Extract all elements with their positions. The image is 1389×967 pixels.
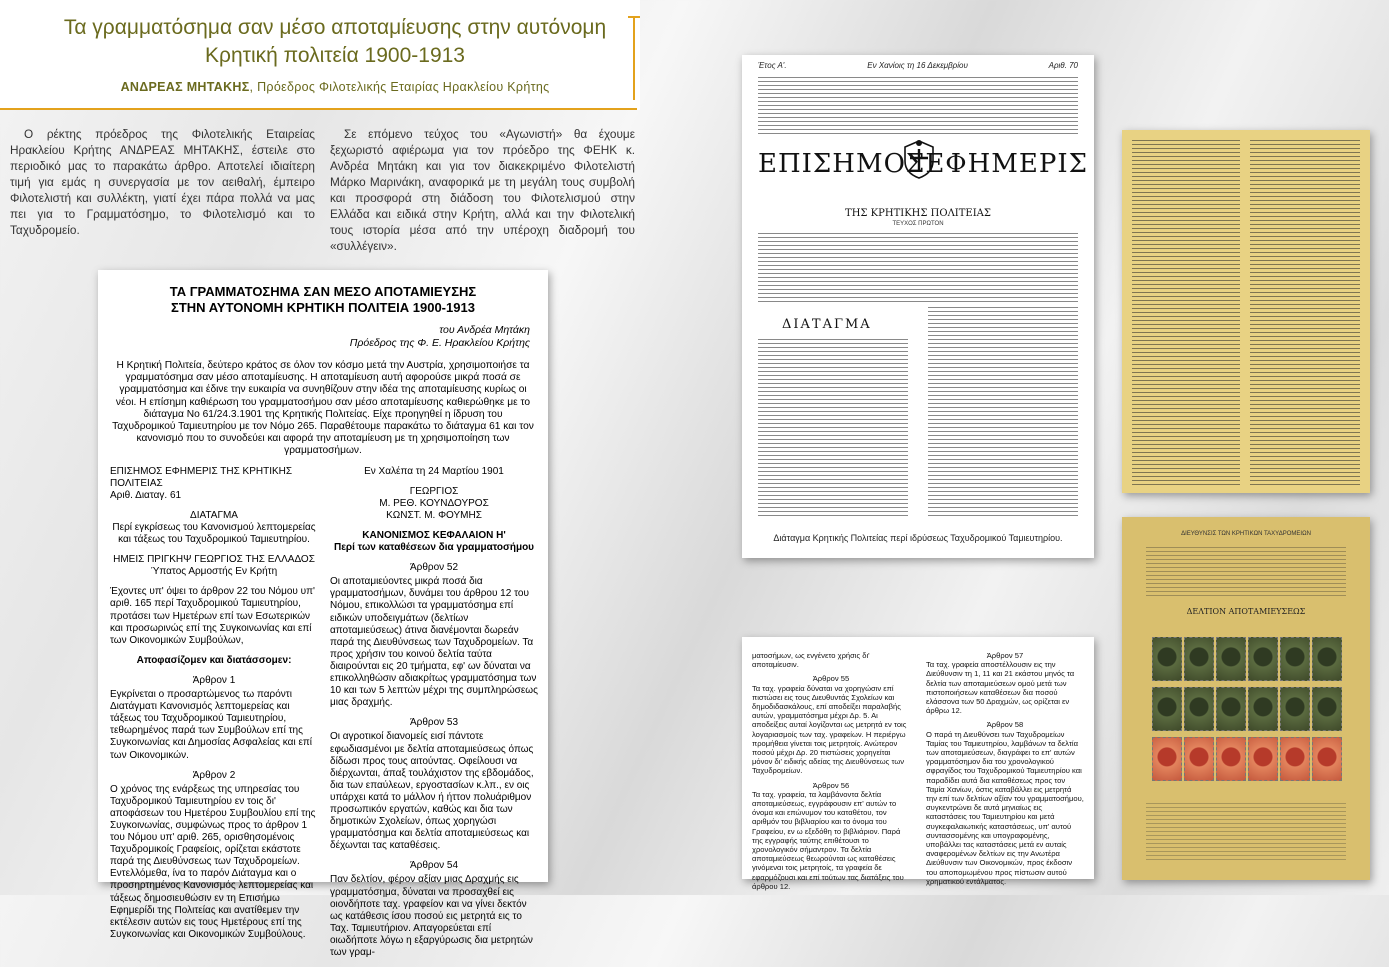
signature: ΚΩΝΣΤ. Μ. ΦΟΥΜΗΣ	[386, 509, 482, 521]
article-1-text: Εγκρίνεται ο προσαρτώμενος τω παρόντι Διατάγματι Κανονισμός λεπτομερείας και τάξεως του Ταχυδρομικού Ταμιευτηρίου, τεθωρημένος παρά των Συμβούλων επί της Συγκοινωνίας και Δημοσίας Ασφαλείας και επί των Οικονομικών.	[110, 689, 313, 761]
decree-decision: Αποφασίζομεν και διατάσσομεν:	[136, 654, 292, 666]
article-2-heading: Άρθρον 2	[192, 769, 236, 781]
article-2-text: Ο χρόνος της ενάρξεως της υπηρεσίας του Ταχυδρομικού Ταμιευτηρίου εν τοις δι' αποφάσεων του Ημετέρου Συμβουλίου επί της Συγκοινωνίας, συμφώνως προς το άρθρον 1 του Νόμου υπ' αριθ. 265, ορισθησομένοις Ταχυδρομικοίς Γραφείοις, ορίζεται εκάστοτε παρά της Διευθύνσεως των Ταχυδρομείων. Εντελλόμεθα, ίνα το παρόν Διάταγμα και ο προσηρτημένος Κανονισμός λεπτομερείας και τάξεως δημοσιευθώσιν εν τη Επισήμω Εφημερίδι της Πολιτείας και ανατίθεμεν την εκτέλεσιν αυτών εις τους Ημετέρους επί της Συγκοινωνίας και Οικονομικών Συμβούλους.	[110, 783, 316, 940]
stamp-green	[1152, 637, 1182, 681]
gazette-caption: Διάταγμα Κρητικής Πολιτείας περί ιδρύσεως Ταχυδρομικού Ταμιευτηρίου.	[773, 533, 1063, 543]
article-52-text: Οι αποταμιεύοντες μικρά ποσά δια γραμματοσήμων, δυνάμει του άρθρου 12 του Νόμου, επικολλώσι τα γραμματόσημα επί ειδικών υποδειγμάτων (δελτίων αποταμιεύσεως) άτινα διανέμονται δωρεάν παρά της Διευθύνσεως των Ταχυδρομείων. Τα προς χρήσιν του κοινού δελτία ταύτα διαιρούνται εις 20 τμήματα, εφ' ων δύναται να επικολληθώσιν αδιακρίτως γραμματόσημα των 10 και των 5 λεπτών μέχρι της συμπληρώσεως μιας δραχμής.	[330, 576, 538, 709]
gazette-scan	[742, 55, 1094, 558]
article-58-heading: Άρθρον 58	[986, 720, 1024, 730]
gazette-text-block	[758, 233, 1078, 303]
old-document-text	[1250, 140, 1360, 485]
gazette-name: ΕΠΙΣΗΜΟΣ ΕΦΗΜΕΡΙΣ ΤΗΣ ΚΡΗΤΙΚΗΣ ΠΟΛΙΤΕΙΑΣ	[110, 465, 293, 489]
gazette-decree-heading: ΔΙΑΤΑΓΜΑ	[782, 317, 872, 332]
stamp-green	[1280, 637, 1310, 681]
place-date: Εν Χαλέπα τη 24 Μαρτίου 1901	[364, 465, 504, 477]
article-52-heading: Άρθρον 52	[409, 562, 459, 574]
article-55-text: Τα ταχ. γραφεία δύναται να χορηγώσιν επί πιστώσει εις τους Διευθυντάς Σχολείων και δημοδιδασκάλους, επί αποδείξει παραλαβής αυτών, γραμματόσημα μέχρι Δρ. 5. Αι αποδείξεις αυταί λογίζονται ως μετρητά εν τοις λογαριασμοίς των ταχ. γραφείων. Η περιέργω προμήθεια γίνεται τοις μετρητοίς. Ανώτερον ποσού μέχρι Δρ. 20 πιστώσεις χορηγείται μόνον δι' ειδικής αδείας της Διευθύνσεως των Ταχυδρομείων.	[752, 683, 907, 776]
gazette-masthead-meta: Έτος Α'. Εν Χανίοις τη 16 Δεκεμβρίου Αριθ. 70	[758, 61, 1078, 70]
stamp-green	[1216, 687, 1246, 731]
stamp-red	[1248, 737, 1278, 781]
intro-right-column	[330, 126, 635, 254]
gazette-text-block	[928, 307, 1078, 519]
author-role: , Πρόεδρος Φιλοτελικής Εταιρίας Ηρακλείου Κρήτης	[249, 80, 550, 94]
signature: ΓΕΩΡΓΙΟΣ	[409, 485, 459, 497]
stamp-red	[1216, 737, 1246, 781]
stamp-red	[1152, 737, 1182, 781]
stamp-red	[1184, 737, 1214, 781]
savings-card-text	[1146, 547, 1346, 597]
stamp-green	[1312, 637, 1342, 681]
intro-paragraph: Ο ρέκτης πρόεδρος της Φιλοτελικής Εταιρείας Ηρακλείου Κρήτης ΑΝΔΡΕΑΣ ΜΗΤΑΚΗΣ, έστειλε στο περιοδικό μας το παρακάτω άρθρο. Αποτελεί ιδιαίτερη τιμή για εμάς η συνεργασία με τον αειθαλή, έμπειρο Φιλοτελιστή και συλλέκτη, γιατί έχει πάρα πολλά να μας πει για το Γραμματόσημο, το Φιλοτελισμό και το Ταχυδρομείο.	[10, 127, 315, 237]
gazette-text-block	[758, 77, 1078, 137]
savings-card-header: ΔΙΕΥΘΥΝΣΙΣ ΤΩΝ ΚΡΗΤΙΚΩΝ ΤΑΧΥΔΡΟΜΕΙΩΝ	[1181, 531, 1311, 537]
article-columns	[110, 466, 538, 967]
intro-paragraph: Σε επόμενο τεύχος του «Αγωνιστή» θα έχουμε ξεχωριστό αφιέρωμα για τον πρόεδρο της ΦΕΗΚ κ. Ανδρέα Μητάκη και για τον διακεκριμένο Φιλοτελιστή Μάρκο Μαρινάκη, αναφορικά με τη μεγάλη τους συμβολή και προσφορά στη διάδοση του Φιλοτελισμού στην Ελλάδα και ειδικά στην Κρήτη, αλλά και την Φιλοτελική τους ιστορία μέσα από την υπέροχη διαδρομή του «συλλέγειν».	[330, 127, 635, 253]
regulation-scan	[742, 637, 1094, 891]
header-side-rule	[633, 18, 635, 100]
stamp-red	[1312, 737, 1342, 781]
article-56-text: Τα ταχ. γραφεία, τα λαμβάνοντα δελτία αποταμιεύσεως, εγγράφουσιν επ' αυτών το όνομα και επώνυμον του καταθέτου, τον αριθμόν του βιβλιαρίου και το όνομα του Γραφείου, εν ω εξεδόθη το βιβλιάριον. Παρά της εγγραφής ταύτης επιθέτουσι το χρονολογικόν σήμαντρον. Τα δελτία αποταμιεύσεως θεωρούνται ως καταθέσεις γινόμεναι τοις μετρητοίς, τα γραφεία δε εφαρμόζουσι και επί τούτων τας διατάξεις του άρθρου 12.	[752, 789, 904, 891]
old-document-text	[1132, 140, 1240, 485]
article-byline: του Ανδρέα Μητάκη Πρόεδρος της Φ. Ε. Ηρακλείου Κρήτης	[349, 324, 530, 349]
decree-number: Αριθ. Διαταγ. 61	[110, 489, 182, 501]
article-57-text: Τα ταχ. γραφεία αποστέλλουσιν εις την Διεύθυνσιν τη 1, 11 και 21 εκάστου μηνός τα δελτία των αποταμιεύσεων ομού μετά των πιστοποιήσεων καταθέσεων δια ποσού ελάσσονα των 50 Δραχμών, ως ορίζεται εν άρθρω 12.	[926, 660, 1075, 716]
stamp-green	[1184, 687, 1214, 731]
article-53-text: Οι αγροτικοί διανομείς εισί πάντοτε εφωδιασμένοι με δελτία αποταμιεύσεως όπως δίδωσι προς τους αιτούντας. Οφείλουσι να διέρχωνται, άπαξ τουλάχιστον της εβδομάδος, δια των επαύλεων, εργοστασίων κ.λπ., εν οις υπάρχει κατά το μάλλον ή ήττον πολυάριθμον προσωπικόν εργατών, καθώς και δια των δημοτικών Σχολείων, όπως χορηγώσι γραμματόσημα και δελτία αποταμιεύσεως και δέχωνται τας καταθέσεις.	[330, 731, 534, 852]
decree-heading: ΔΙΑΤΑΓΜΑ	[190, 509, 238, 521]
stamp-green	[1216, 637, 1246, 681]
coat-of-arms-icon	[897, 137, 941, 181]
chapter-heading: ΚΑΝΟΝΙΣΜΟΣ ΚΕΦΑΛΑΙΟΝ Η'	[362, 530, 506, 541]
page-title: Τα γραμματόσημα σαν μέσο αποταμίευσης στην αυτόνομη Κρητική πολιτεία 1900-1913	[63, 16, 607, 67]
article-54-text: Παν δελτίον, φέρον αξίαν μιας Δραχμής εις γραμματόσημα, δύναται να προσαχθεί εις οιονδήποτε ταχ. γραφείον και να γίνει δεκτόν ως κατάθεσις ίσου ποσού εις μετρητά εις το Ταχ. Ταμιευτήριον. Απαγορεύεται επί οιωδήποτε λόγω η εξαργύρωσις δια μετρητών των γραμ-	[330, 874, 533, 958]
article-54-heading: Άρθρον 54	[409, 860, 459, 872]
gazette-part: ΤΕΥΧΟΣ ΠΡΩΤΟΝ	[892, 221, 944, 227]
gazette-subtitle: ΤΗΣ ΚΡΗΤΙΚΗΣ ΠΟΛΙΤΕΙΑΣ	[845, 208, 991, 219]
regulation-left-column: ματοσήμων, ως ενγένετο χρήσις δι' αποταμίευσιν. Άρθρον 55 Τα ταχ. γραφεία δύναται να χορηγώσιν επί πιστώσει εις τους Διευθυντάς Σχολείων και δημοδιδασκάλους, επί αποδείξει παραλαβής αυτών, γραμματόσημα μέχρι Δρ. 5. Αι αποδείξεις αυταί λογίζονται ως μετρητά εν τοις λογαριασμοίς των ταχ. γραφείων. Η περιέργω προμήθεια γίνεται τοις μετρητοίς. Ανώτερον ποσού μέχρι Δρ. 20 πιστώσεις χορηγείται μόνον δι' ειδικής αδείας της Διευθύνσεως των Ταχυδρομείων. Άρθρον 56 Τα ταχ. γραφεία, τα λαμβάνοντα δελτία αποταμιεύσεως, εγγράφουσιν επ' αυτών το όνομα και επώνυμον του καταθέτου, τον αριθμόν του βιβλιαρίου και το όνομα του Γραφείου, εν ω εξεδόθη το βιβλιάριον. Παρά της εγγραφής ταύτης επιθέτουσι το χρονολογικόν σήμαντρον. Τα δελτία αποταμιεύσεως θεωρούνται ως καταθέσεις γινόμεναι τοις μετρητοίς, τα γραφεία δε εφαρμόζουσι και επί τούτων τας διατάξεις του άρθρου 12.	[752, 651, 910, 896]
article-57-heading: Άρθρον 57	[986, 651, 1024, 660]
article-title: ΤΑ ΓΡΑΜΜΑΤΟΣΗΜΑ ΣΑΝ ΜΕΣΟ ΑΠΟΤΑΜΙΕΥΣΗΣ ΣΤΗΝ ΑΥΤΟΝΟΜΗ ΚΡΗΤΙΚΗ ΠΟΛΙΤΕΙΑ 1900-1913	[169, 284, 477, 315]
article-58-text: Ο παρά τη Διευθύνσει των Ταχυδρομείων Ταμίας του Ταμιευτηρίου, λαμβάνων τα δελτία των αποταμιεύσεων, διαγράφει το επ' αυτών γραμματόσημον δια του χρονολογικού σφραγίδος του Ταχυδρομικού Ταμιευτηρίου και παραδίδει αυτά δια καταθέσεως προς τον Ταμία Χανίων, όστις καταβάλλει εις μετρητά την επί των δελτίων αξίαν του γραμματοσήμου, συγκεντρώνει δε αυτά μηνιαίως εις καταστάσεις του Ταμιευτηρίου και μετά συγκεφαλαιωτικής καταστάσεως, υπ' αυτού συντασσομένης και υπογραφομένης, υποβάλλει τας καταστάσεις μετά εν αυταίς αναφερομένων δελτίων εις την Ανωτέρα Διεύθυνσιν των Οικονομικών, προς έκδοσιν του αποπομωμένου προς πίστωσιν αυτού χρηματικού εντάλματος.	[926, 729, 1084, 886]
article-55-heading: Άρθρον 55	[812, 674, 850, 684]
gazette-text-block	[758, 339, 908, 519]
stamp-green	[1152, 687, 1182, 731]
stamp-grid	[1152, 637, 1342, 781]
prince-title: ΗΜΕΙΣ ΠΡΙΓΚΗΨ ΓΕΩΡΓΙΟΣ ΤΗΣ ΕΛΛΑΔΟΣ	[113, 554, 315, 566]
gazette-masthead: ΕΠΙΣΗΜΟΣ ΕΦΗΜΕΡΙΣ	[758, 149, 1089, 179]
stamp-green	[1184, 637, 1214, 681]
chapter-subheading: Περί των καταθέσεων δια γραμματοσήμου	[333, 542, 535, 554]
stamp-green	[1312, 687, 1342, 731]
header-divider	[0, 108, 637, 110]
regulation-right-column	[926, 651, 1084, 891]
author-name: ΑΝΔΡΕΑΣ ΜΗΤΑΚΗΣ	[120, 80, 250, 94]
old-document-scan	[1122, 130, 1370, 493]
article-scan	[98, 270, 548, 958]
article-1-heading: Άρθρον 1	[192, 674, 236, 686]
article-56-heading: Άρθρον 56	[812, 780, 850, 790]
article-left-column: ΕΠΙΣΗΜΟΣ ΕΦΗΜΕΡΙΣ ΤΗΣ ΚΡΗΤΙΚΗΣ ΠΟΛΙΤΕΙΑΣ Αριθ. Διαταγ. 61 ΔΙΑΤΑΓΜΑ Περί εγκρίσεως του Κανονισμού λεπτομερείας και τάξεως του Ταχυδρομικού Ταμιευτηρίου. ΗΜΕΙΣ ΠΡΙΓΚΗΨ ΓΕΩΡΓΙΟΣ ΤΗΣ ΕΛΛΑΔΟΣ Ύπατος Αρμοστής Εν Κρήτη Έχοντες υπ' όψει το άρθρον 22 του Νόμου υπ' αριθ. 165 περί Ταχυδρομικού Ταμιευτηρίου, προτάσει των Ημετέρων επί των Εσωτερικών και προσωρινώς επί της Συγκοινωνίας και επί των Οικονομικών Συμβούλων, Αποφασίζομεν και διατάσσομεν: Άρθρον 1 Εγκρίνεται ο προσαρτώμενος τω παρόντι Διατάγματι Κανονισμός λεπτομερείας και τάξεως του Ταχυδρομικού Ταμιευτηρίου, τεθωρημένος παρά των Συμβούλων επί της Συγκοινωνίας και Δημοσίας Ασφαλείας και επί των Οικονομικών. Άρθρον 2 Ο χρόνος της ενάρξεως της υπηρεσίας του Ταχυδρομικού Ταμιευτηρίου εν τοις δι' αποφάσεων του Ημετέρου Συμβουλίου επί της Συγκοινωνίας, συμφώνως προς το άρθρον 1 του Νόμου υπ' αριθ. 265, ορισθησομένοις Ταχυδρομικοίς Γραφείοις, ορίζεται εκάστοτε παρά της Διευθύνσεως των Ταχυδρομείων. Εντελλόμεθα, ίνα το παρόν Διάταγμα και ο προσηρτημένος Κανονισμός λεπτομερείας και τάξεως δημοσιευθώσιν εν τη Επισήμω Εφημερίδι της Πολιτείας και ανατίθεμεν την εκτέλεσιν αυτών εις τους Ημετέρους επί της Συγκοινωνίας και Οικονομικών Συμβούλους.	[110, 466, 318, 967]
stamp-green	[1248, 637, 1278, 681]
savings-card-text	[1146, 803, 1346, 863]
stamp-green	[1248, 687, 1278, 731]
decree-preamble: Έχοντες υπ' όψει το άρθρον 22 του Νόμου υπ' αριθ. 165 περί Ταχυδρομικού Ταμιευτηρίου, προτάσει των Ημετέρων επί των Εσωτερικών και προσωρινώς επί της Συγκοινωνίας και επί των Οικονομικών Συμβούλων,	[110, 586, 315, 646]
stamp-red	[1280, 737, 1310, 781]
article-lead: Η Κρητική Πολιτεία, δεύτερο κράτος σε όλον τον κόσμο μετά την Αυστρία, χρησιμοποιήσε τα γραμματόσημα σαν μέσο αποταμίευσης. Η αποταμίευση αυτή αφορούσε μικρά ποσά σε γραμματόσημα και έδινε την ευκαιρία να συνηθίζουν στην ιδέα της αποταμίευσης κυρίως οι νέοι. Η επίσημη καθιέρωση του γραμματοσήμου σαν μέσο αποταμίευσης καθιερώθηκε με το διάταγμα Νο 61/24.3.1901 της Κρητικής Πολιτείας. Είχε προηγηθεί η ίδρυση του Ταχυδρομικού Ταμιευτηρίου με τον Νόμο 265. Παραθέτουμε παρακάτω το διάταγμα 61 και τον κανονισμό που το συνοδεύει και αφορά την αποταμίευση με τη χρησιμοποίηση των γραμματοσήμων.	[112, 360, 534, 457]
savings-card-scan	[1122, 517, 1370, 880]
stamp-green	[1280, 687, 1310, 731]
savings-card-title: ΔΕΛΤΙΟΝ ΑΠΟΤΑΜΙΕΥΣΕΩΣ	[1186, 607, 1306, 616]
signature: Μ. ΡΕΘ. ΚΟΥΝΔΟΥΡΟΣ	[379, 497, 489, 509]
article-header	[0, 0, 640, 110]
article-right-column	[330, 466, 538, 967]
intro-left-column	[10, 126, 315, 238]
author-line	[40, 80, 630, 94]
header-corner-tick	[628, 16, 640, 18]
article-53-heading: Άρθρον 53	[409, 717, 459, 729]
